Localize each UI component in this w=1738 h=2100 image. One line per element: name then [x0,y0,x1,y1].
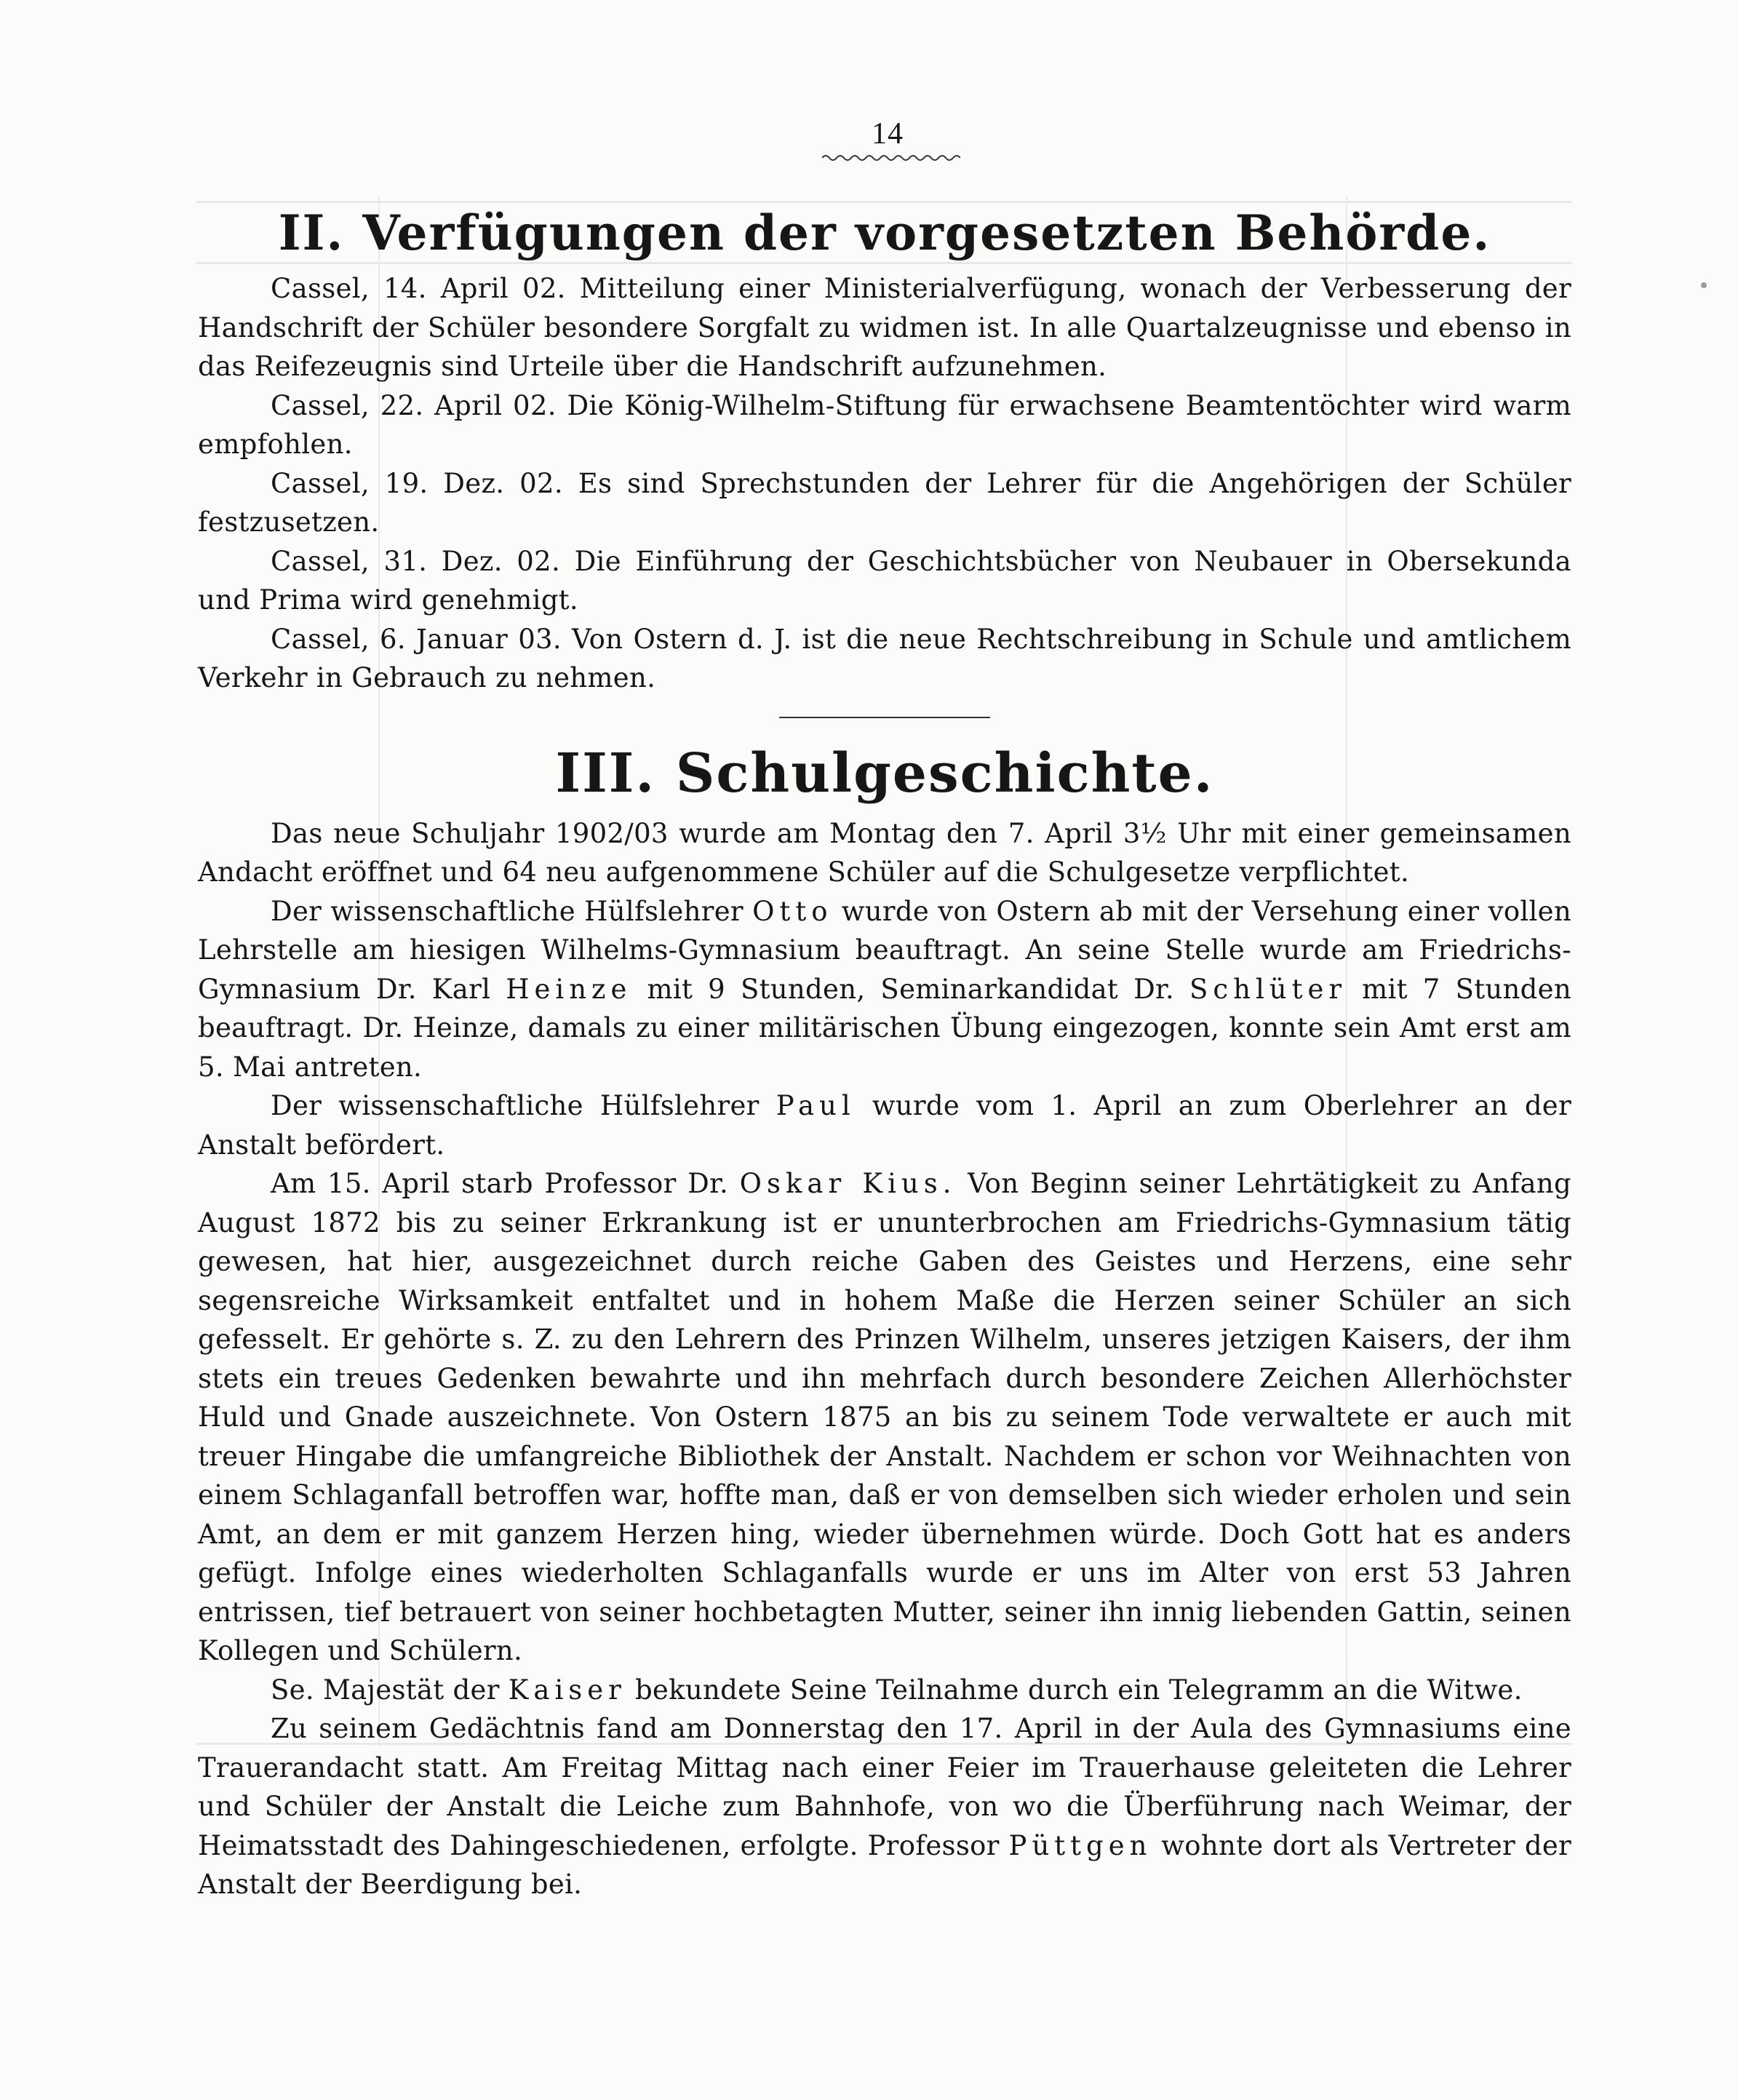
paragraph-kaiser-telegram: Se. Majestät der Kaiser bekundete Seine Teilnahme durch ein Telegramm an die Witwe. [271,1674,1523,1706]
page-number: 14 [872,117,904,151]
paragraph-promotion: Der wissenschaftliche Hülfslehrer Paul wurde vom 1. April an zum Oberlehrer an der Anstalt befördert. [198,1090,1571,1161]
name-paul: Paul [776,1090,856,1121]
paragraph-decree-3: Cassel, 19. Dez. 02. Es sind Sprechstunden der Lehrer für die Angehörigen der Schüler festzusetzen. [198,467,1571,538]
main-content [198,196,1571,1904]
name-heinze: Heinze [506,973,632,1005]
section-heading-verfuegungen: II. Verfügungen der vorgesetzten Behörde. [278,204,1491,261]
section-divider [779,717,990,718]
name-kaiser: Kaiser [508,1674,626,1706]
paragraph-obituary: Am 15. April starb Professor Dr. Oskar Kius. Von Beginn seiner Lehrtätigkeit zu Anfang August 1872 bis zu seiner Erkrankung ist er ununterbrochen am Friedrichs-Gymnasium tätig gewesen, hat hier, ausgezeichnet durch reiche Gaben des Geistes und Herzens, eine sehr segensreiche Wirksamkeit entfaltet und in hohem Maße die Herzen seiner Schüler an sich gefesselt. Er gehörte s. Z. zu den Lehrern des Prinzen Wilhelm, unseres jetzigen Kaisers, der ihm stets ein treues Gedenken bewahrte und ihn mehrfach durch besondere Zeichen Allerhöchster Huld und Gnade auszeichnete. Von Ostern 1875 an bis zu seinem Tode verwaltete er auch mit treuer Hingabe die umfangreiche Bibliothek der Anstalt. Nachdem er schon vor Weihnachten von einem Schlaganfall betroffen war, hoffte man, daß er von demselben sich wieder erholen und sein Amt, an dem er mit ganzem Herzen hing, wieder übernehmen würde. Doch Gott hat es anders gefügt. Infolge eines wiederholten Schlaganfalls wurde er uns im Alter von erst 53 Jahren entrissen, tief betrauert von seiner hochbetagten Mutter, seiner ihn innig liebenden Gattin, seinen Kollegen und Schülern. [198,1168,1571,1666]
paragraph-decree-4: Cassel, 31. Dez. 02. Die Einführung der Geschichtsbücher von Neubauer in Obersekunda und Prima wird genehmigt. [198,545,1571,616]
paragraph-memorial: Zu seinem Gedächtnis fand am Donnerstag den 17. April in der Aula des Gymnasiums eine Trauerandacht statt. Am Freitag Mittag nach einer Feier im Trauerhause geleiteten die Lehrer und Schüler der Anstalt die Leiche zum Bahnhofe, von wo die Überführung nach Weimar, der Heimatsstadt des Dahingeschiedenen, erfolgte. Professor Püttgen wohnte dort als Vertreter der Anstalt der Beerdigung bei. [198,1713,1572,1900]
paragraph-decree-5: Cassel, 6. Januar 03. Von Ostern d. J. ist die neue Rechtschreibung in Schule und amtlichem Verkehr in Gebrauch zu nehmen. [198,623,1571,693]
section-heading-schulgeschichte: III. Schulgeschichte. [555,741,1214,805]
paragraph-decree-2: Cassel, 22. April 02. Die König-Wilhelm-Stiftung für erwachsene Beamtentöchter wird warm empfohlen. [198,389,1571,460]
paragraph-decree-1: Cassel, 14. April 02. Mitteilung einer Ministerialverfügung, wonach der Verbesserung der Handschrift der Schüler besondere Sorgfalt zu widmen ist. In alle Quartalzeugnisse und ebenso in das Reifezeugnis sind Urteile über die Handschrift aufzunehmen. [198,273,1571,382]
name-otto: Otto [752,895,833,927]
name-puettgen: Püttgen [1008,1829,1152,1861]
ornament-wavy-line [822,153,960,163]
paragraph-school-year: Das neue Schuljahr 1902/03 wurde am Montag den 7. April 3½ Uhr mit einer gemeinsamen Andacht eröffnet und 64 neu aufgenommene Schüler auf die Schulgesetze verpflichtet. [198,817,1571,888]
name-kius: Oskar Kius. [739,1168,957,1199]
paper-speck [1701,282,1707,288]
paragraph-staff-changes: Der wissenschaftliche Hülfslehrer Otto wurde von Ostern ab mit der Versehung einer vollen Lehrstelle am hiesigen Wilhelms-Gymnasium beauftragt. An seine Stelle wurde am Friedrichs-Gymnasium Dr. Karl Heinze mit 9 Stunden, Seminarkandidat Dr. Schlüter mit 7 Stunden beauftragt. Dr. Heinze, damals zu einer militärischen Übung eingezogen, konnte sein Amt erst am 5. Mai antreten. [198,895,1572,1083]
name-schlueter: Schlüter [1189,973,1347,1005]
